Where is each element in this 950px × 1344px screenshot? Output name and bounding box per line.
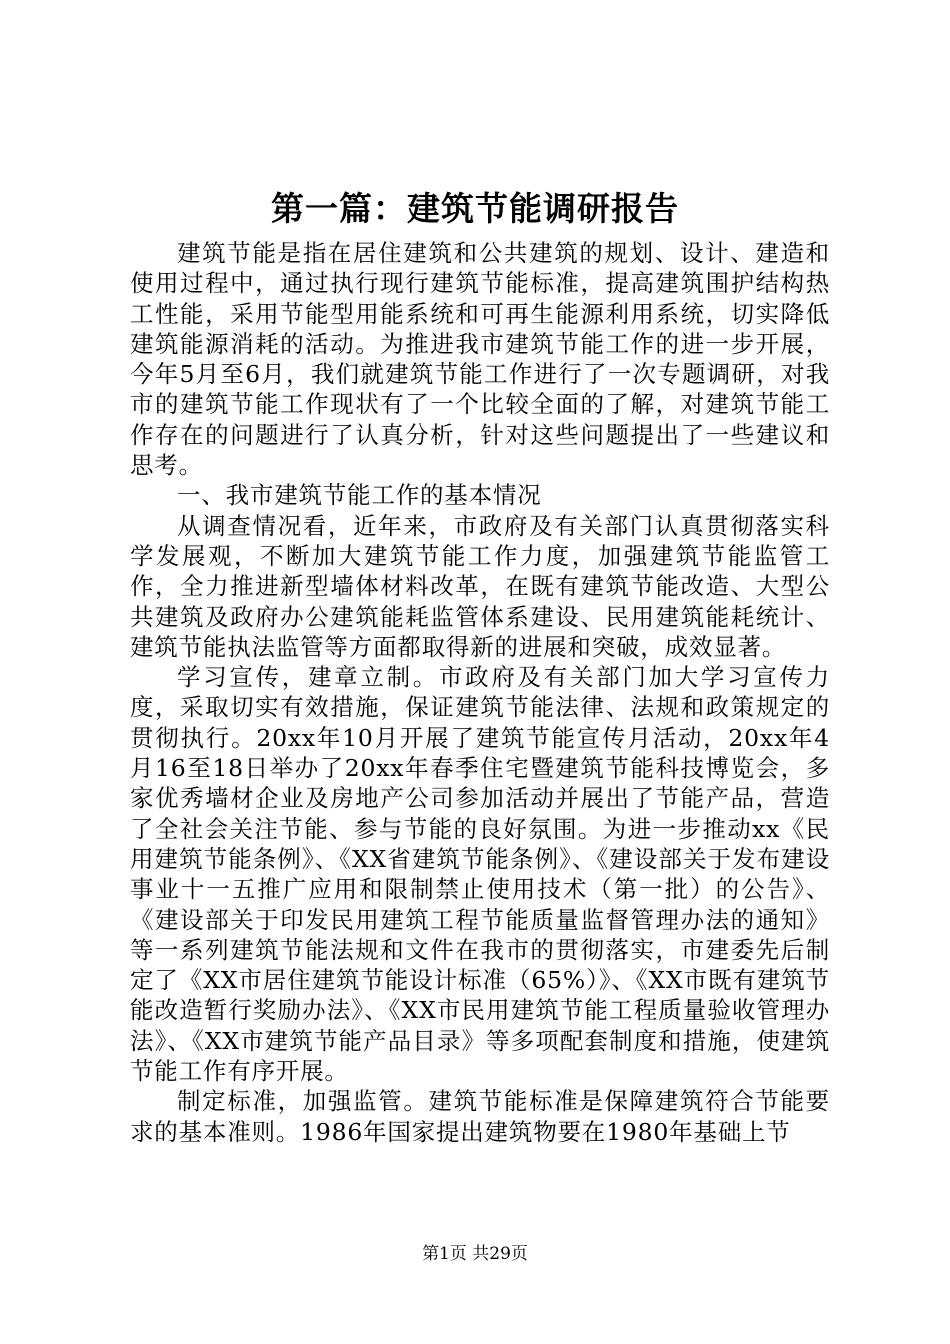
- paragraph-standards-supervision: 制定标准，加强监管。建筑节能标准是保障建筑符合节能要求的基本准则。1986年国家提出建筑物要在1980年基础上节: [130, 1087, 830, 1146]
- paragraph-intro: 建筑节能是指在居住建筑和公共建筑的规划、设计、建造和使用过程中，通过执行现行建筑节能标准，提高建筑围护结构热工性能，采用节能型用能系统和可再生能源利用系统，切实降低建筑能源消耗的活动。为推进我市建筑节能工作的进一步开展，今年5月至6月，我们就建筑节能工作进行了一次专题调研，对我市的建筑节能工作现状有了一个比较全面的了解，对建筑节能工作存在的问题进行了认真分析，针对这些问题提出了一些建议和思考。: [130, 239, 830, 480]
- section-heading-basic-situation: 一、我市建筑节能工作的基本情况: [177, 481, 542, 510]
- paragraph-publicity-regulations: 学习宣传，建章立制。市政府及有关部门加大学习宣传力度，采取切实有效措施，保证建筑节能法律、法规和政策规定的贯彻执行。20xx年10月开展了建筑节能宣传月活动，20xx年4月16至18日举办了20xx年春季住宅暨建筑节能科技博览会，多家优秀墙材企业及房地产公司参加活动并展出了节能产品，营造了全社会关注节能、参与节能的良好氛围。为进一步推动xx《民用建筑节能条例》、《XX省建筑节能条例》、《建设部关于发布建设事业十一五推广应用和限制禁止使用技术（第一批）的公告》、《建设部关于印发民用建筑工程节能质量监督管理办法的通知》等一系列建筑节能法规和文件在我市的贯彻落实，市建委先后制定了《XX市居住建筑节能设计标准（65%）》、《XX市既有建筑节能改造暂行奖励办法》、《XX市民用建筑节能工程质量验收管理办法》、《XX市建筑节能产品目录》等多项配套制度和措施，使建筑节能工作有序开展。: [130, 663, 830, 1086]
- page-number-footer: 第1页 共29页: [422, 1244, 528, 1264]
- paragraph-survey-overview: 从调查情况看，近年来，市政府及有关部门认真贯彻落实科学发展观，不断加大建筑节能工作力度，加强建筑节能监管工作，全力推进新型墙体材料改革，在既有建筑节能改造、大型公共建筑及政府办公建筑能耗监管体系建设、民用建筑能耗统计、建筑节能执法监管等方面都取得新的进展和突破，成效显著。: [130, 511, 830, 661]
- document-title: 第一篇：建筑节能调研报告: [271, 189, 679, 228]
- document-body: [130, 238, 830, 1147]
